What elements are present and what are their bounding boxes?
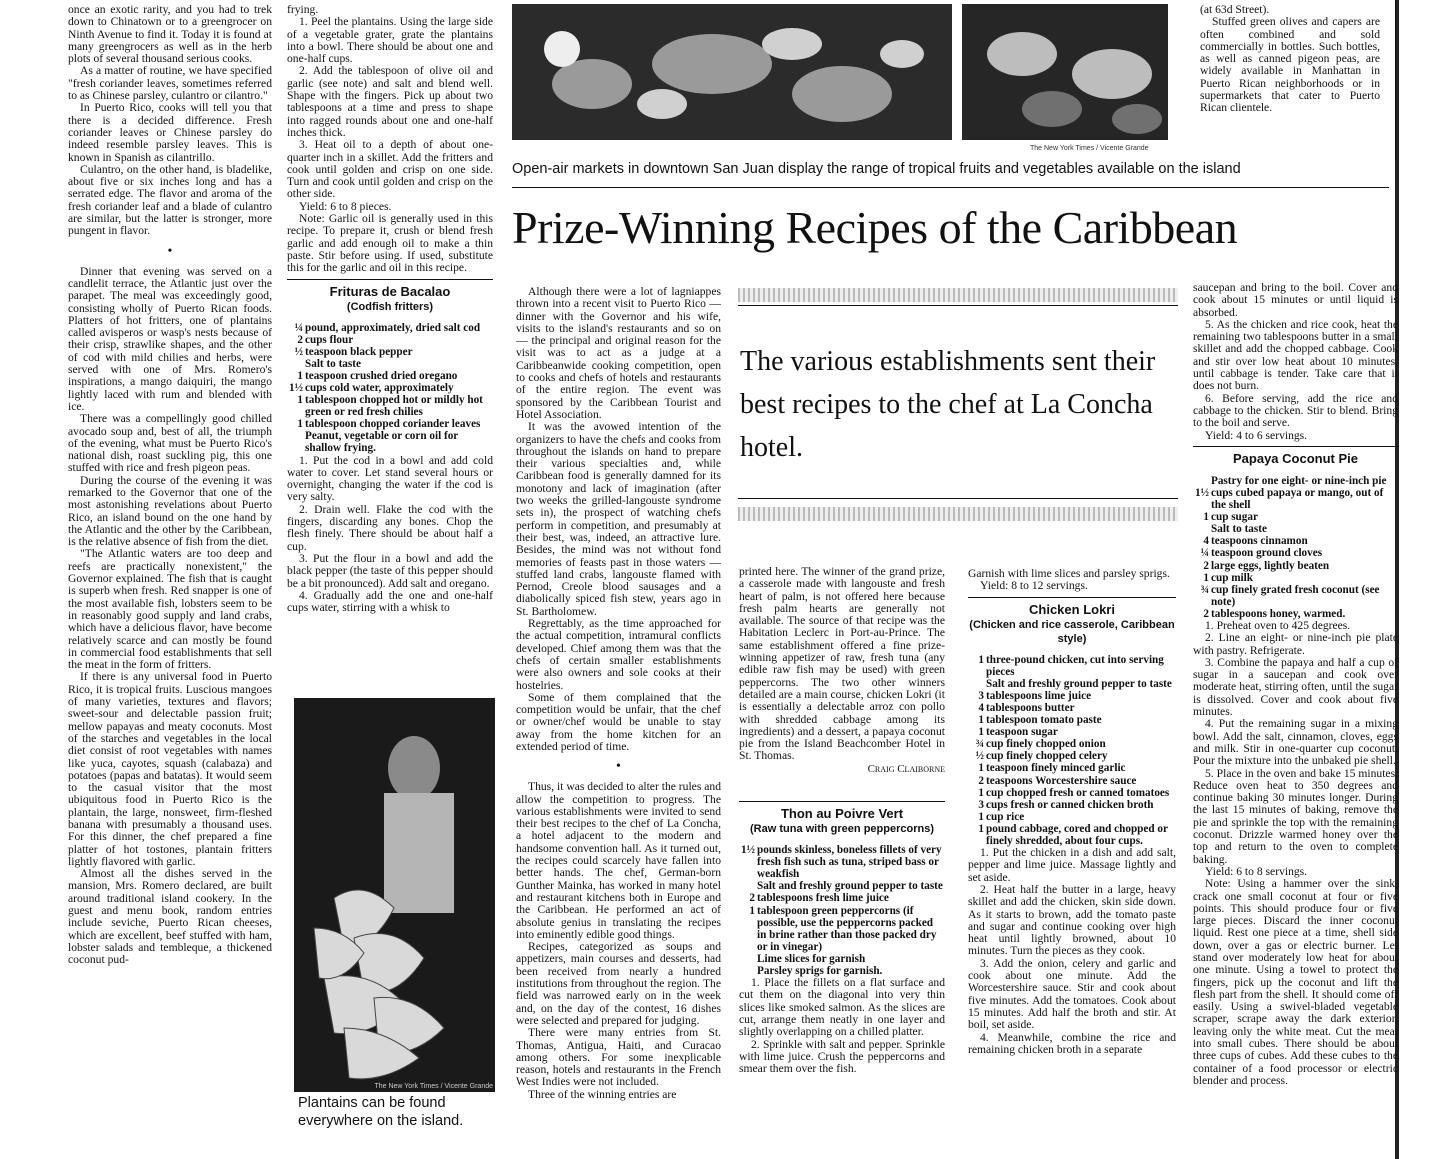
plantain-photo — [294, 698, 495, 1092]
box-right-border — [1395, 0, 1396, 160]
ingredient-qty: ¾ — [1200, 583, 1209, 596]
recipe-step: 1. Preheat oven to 425 degrees. — [1205, 618, 1351, 632]
ingredient-item — [287, 370, 493, 382]
ingredient-text: pound cabbage, cored and chopped or finely shredded, about four cups. — [986, 822, 1168, 847]
paragraph: It was the avowed intention of the organizers to have the chefs and cooks from throughout the islands on hand to prepare their various specialties and, while Caribbean food is generally damned for its monotony and lack of imagination (after two weeks the grilled-langouste syndrome sets in), the prospect of watching chefs perform in competition, and presumably at their best, was, indeed, an attractive lure. Besides, the mind was not without fond memories of feasts past in those waters — stuffed land crabs, langouste flamed with Pernod, Creole blood sausages and a diabolically spiced fish stew, years ago in St. Bartholomew. — [516, 420, 721, 618]
ingredient-text: cup finely chopped onion — [986, 738, 1106, 751]
paragraph: 1. Peel the plantains. Using the large side of a vegetable grater, grate the plantains into a bowl. There should be about one and one-half cups. — [287, 15, 493, 66]
ingredient-text: tablespoons fresh lime juice — [757, 892, 889, 905]
recipe-step: 1. Put the cod in a bowl and add cold water to cover. Let stand several hours or overnight, changing the water if the cod is very salty. — [287, 453, 493, 504]
paragraph: Yield: 4 to 6 servings. — [1205, 428, 1308, 442]
paragraph: saucepan and bring to the boil. Cover and cook about 15 minutes or until liquid is absorbed. — [1193, 282, 1398, 319]
ingredient-qty: ¼ — [1200, 547, 1209, 560]
paragraph: 5. As the chicken and rice cook, heat the remaining two tablespoons butter in a small skillet and add the chopped cabbage. Cook and stir over low heat about 10 minutes, until cabbage is tender. Take care that it does not burn. — [1193, 317, 1398, 393]
ingredient-qty: 1 — [1203, 511, 1209, 524]
paragraph: (at 63d Street). — [1200, 4, 1270, 16]
ingredient-item — [968, 750, 1176, 762]
ingredient-item — [1193, 560, 1398, 572]
ingredient-text: teaspoon sugar — [986, 726, 1058, 739]
ingredient-list — [1193, 475, 1398, 620]
recipe-rule — [287, 279, 493, 280]
recipe-step: 3. Put the flour in a bowl and add the black pepper (the taste of this pepper should be a bit pronounced). Add salt and oregano. — [287, 551, 493, 590]
recipe-step: 5. Place in the oven and bake 15 minutes. Reduce oven heat to 350 degrees and continue baking 30 minutes longer. During the last 15 minutes of baking, remove the pie and sprinkle the top with the remaining coconut. Drizzle warmed honey over the top and return to the oven to complete baking. — [1193, 766, 1398, 866]
ingredient-item — [968, 690, 1176, 702]
recipe-title: Frituras de Bacalao — [329, 283, 451, 299]
ingredient-qty: 2 — [978, 774, 984, 787]
recipe-rule — [739, 801, 945, 802]
paragraph: 2. Add the tablespoon of olive oil and garlic (see note) and salt and blend well. Shape with the fingers. Pick up about two tablespoons at a time and press to shape into ragged rounds about one and one-half inches thick. — [287, 64, 493, 139]
recipe-step: 2. Sprinkle with salt and pepper. Sprinkle with lime juice. Crush the peppercorns and smear them over the fish. — [739, 1037, 945, 1076]
ingredient-text: tablespoons honey, warmed. — [1211, 607, 1346, 620]
rule-pullquote-top — [738, 305, 1178, 306]
ingredient-qty: 1 — [978, 822, 984, 835]
paragraph: "The Atlantic waters are too deep and reefs are practically nonexistent," the Governor explained. The fish that is caught is superb when fresh. Red snapper is one of the most available fish, lobsters seem to be in reasonably good supply and land crabs, which have a delicious flavor, have become relatively scarce and can mostly be found in commercial food establishments that sell the meat in the form of fritters. — [68, 547, 272, 672]
recipe-step: 2. Line an eight- or nine-inch pie plate with pastry. Refrigerate. — [1193, 631, 1398, 657]
plantain-photo-credit: The New York Times / Vicente Grande — [374, 1083, 493, 1090]
texture-band-bottom — [738, 507, 1178, 521]
ingredient-text: teaspoons cinnamon — [1211, 535, 1308, 548]
ingredient-item — [1193, 584, 1398, 608]
ingredient-text: cups flour — [305, 333, 354, 346]
ingredient-item — [739, 905, 945, 953]
ingredient-qty: 1 — [978, 726, 984, 739]
paragraph: Thus, it was decided to alter the rules and allow the competition to progress. The various establishments were invited to send their best recipes to the chef of La Concha, a hotel adjacent to the modern and handsome convention hall. As it turned out, the recipes could scarcely have fallen into better hands. The chef, German-born Gunther Mainka, has worked in many hotel and restaurant kitchens both in Europe and the Caribbean. He performed an act of absolute genius in translating the recipes into eminently edible good things. — [516, 780, 721, 941]
ingredient-item — [287, 334, 493, 346]
ingredient-list — [287, 322, 493, 455]
ingredient-qty: 1 — [978, 714, 984, 727]
paragraph: Although there were a lot of lagniappes thrown into a recent visit to Puerto Rico — dinner with the Governor and his wife, visits to the island's restaurants and so on — the principal and original reason for the visit was to act as a judge at a Caribbeanwide cooking competition, open to cooks and chefs of hotels and restaurants of the entire region. The event was sponsored by the Caribbean Tourist and Hotel Association. — [516, 286, 721, 421]
ingredient-item — [287, 346, 493, 358]
ingredient-qty: 1 — [1203, 571, 1209, 584]
paragraph: Stuffed green olives and capers are often combined and sold commercially in bottles. Such bottles, as well as canned pigeon peas, are widely available in Manhattan in Puerto Rican neighborhoods or in supermarkets that cater to Puerto Rican clientele. — [1200, 15, 1380, 115]
olives-note — [1200, 4, 1380, 124]
ingredient-item — [739, 953, 945, 965]
market-photo-credit: The New York Times / Vicente Grande — [1030, 145, 1149, 152]
paragraph: Note: Garlic oil is generally used in this recipe. To prepare it, crush or blend fresh garlic and add enough oil to make a thin paste. Stir before using. If used, substitute this for the garlic and oil in this recipe. — [287, 212, 493, 275]
ingredient-text: cup sugar — [1211, 511, 1258, 524]
ingredient-text: tablespoons butter — [986, 701, 1075, 714]
ingredient-qty: 2 — [1203, 607, 1209, 620]
market-photo-caption: Open-air markets in downtown San Juan display the range of tropical fruits and vegetables available on the island — [512, 161, 1241, 177]
ingredient-text: Salt and freshly ground pepper to taste — [757, 880, 943, 893]
ingredient-item — [968, 738, 1176, 750]
paragraph: As a matter of routine, we have specified "fresh coriander leaves, sometimes referred to as Chinese parsley, culantro or cilantro." — [68, 64, 272, 103]
ingredient-qty: 1 — [978, 810, 984, 823]
recipe-step: 3. Add the onion, celery and garlic and cook about one minute. Add the Worcestershire sauce. Stir and cook about five minutes. Add the tomatoes. Cook about 15 minutes. Add half the broth and stir. At boil, set aside. — [968, 956, 1176, 1032]
ingredient-qty: 2 — [749, 892, 755, 905]
ingredient-qty: 3 — [978, 798, 984, 811]
paragraph: frying. — [287, 4, 319, 16]
ingredient-text: teaspoon ground cloves — [1211, 547, 1323, 560]
paragraph: 6. Before serving, add the rice and cabbage to the chicken. Stir to blend. Bring to the boil and serve. — [1193, 391, 1398, 430]
plantain-photo-caption: Plantains can be found everywhere on the island. — [298, 1095, 464, 1129]
ingredient-text: cup chopped fresh or canned tomatoes — [986, 786, 1170, 799]
article-column-4 — [739, 566, 945, 1151]
ingredient-qty: 4 — [1203, 535, 1209, 548]
recipe-step: 2. Drain well. Flake the cod with the fingers, discarding any bones. Chop the flesh finely. There should be about half a cup. — [287, 502, 493, 553]
recipe-step: 1. Put the chicken in a dish and add salt, pepper and lime juice. Massage lightly and set aside. — [968, 846, 1176, 884]
headline: Prize-Winning Recipes of the Caribbean — [512, 202, 1238, 253]
ingredient-qty: 1 — [749, 904, 755, 917]
ingredient-text: tablespoon tomato paste — [986, 714, 1102, 727]
ingredient-text: cup finely chopped celery — [986, 750, 1108, 763]
ingredient-qty: 1 — [978, 653, 984, 666]
paragraph: During the course of the evening it was remarked to the Governor that one of the most astonishing revelations about Puerto Rico, an island bound on the one hand by the Atlantic and the other by the Caribbean, is the relative absence of fish from the diet. — [68, 473, 272, 549]
rule-above-headline — [512, 187, 1389, 188]
market-photo-right — [962, 4, 1168, 140]
ingredient-text: tablespoon chopped hot or mildly hot green or red fresh chilies — [305, 394, 483, 419]
ingredient-item — [1193, 608, 1398, 620]
ingredient-item — [1193, 547, 1398, 559]
ingredient-item — [287, 382, 493, 394]
ingredient-qty: ½ — [975, 750, 984, 763]
ingredient-item — [287, 430, 493, 454]
paragraph: Almost all the dishes served in the mansion, Mrs. Romero declared, are built around traditional island cookery. In the guest and menu book, random entries include seviche, Puerto Rican cheeses, which are excellent, beef stuffed with ham, lobster salads and tembleque, a thickened coconut pud- — [68, 867, 272, 967]
ingredient-item — [1193, 475, 1398, 487]
paragraph: In Puerto Rico, cooks will tell you that there is a decided difference. Fresh coriander leaves or Chinese parsley do indeed resemble parsley leaves. This is known in Spanish as cilantrillo. — [68, 101, 272, 164]
recipe-step: 1. Place the fillets on a flat surface and cut them on the diagonal into very thin slices like smoked salmon. As the slices are cut, arrange them neatly in one layer and slightly overlapping on a chilled platter. — [739, 976, 945, 1039]
ingredient-text: large eggs, lightly beaten — [1211, 559, 1330, 572]
ingredient-item — [739, 965, 945, 977]
paragraph: Garnish with lime slices and parsley sprigs. — [968, 568, 1170, 580]
article-column-5 — [968, 568, 1176, 1151]
ingredient-item — [968, 787, 1176, 799]
article-column-2 — [287, 4, 493, 694]
recipe-step: 4. Gradually add the one and one-half cups water, stirring with a whisk to — [287, 588, 493, 615]
ingredient-item — [968, 811, 1176, 823]
ingredient-text: tablespoon chopped coriander leaves — [305, 418, 481, 431]
ingredient-text: teaspoon finely minced garlic — [986, 762, 1126, 775]
ingredient-item — [739, 892, 945, 904]
ingredient-qty: 4 — [978, 701, 984, 714]
ingredient-item — [968, 714, 1176, 726]
ingredient-text: pound, approximately, dried salt cod — [305, 321, 481, 334]
ingredient-text: three-pound chicken, cut into serving pieces — [986, 653, 1164, 678]
section-dot: • — [616, 759, 621, 775]
recipe-title: Thon au Poivre Vert — [780, 806, 904, 822]
ingredient-item — [1193, 511, 1398, 523]
recipe-step: 3. Combine the papaya and half a cup of sugar in a saucepan and cook over moderate heat, stirring often, until the sugar is dissolved. Cover and cook about five minutes. — [1193, 655, 1398, 719]
ingredient-qty: 2 — [1203, 559, 1209, 572]
recipe-subtitle: (Chicken and rice casserole, Caribbean style) — [969, 618, 1175, 645]
recipe-rule — [1193, 446, 1398, 447]
ingredient-qty: 2 — [297, 333, 303, 346]
recipe-step: 4. Meanwhile, combine the rice and remaining chicken broth in a separate — [968, 1030, 1176, 1056]
paragraph: There was a compellingly good chilled avocado soup and, best of all, the triumph of the evening, what must be Puerto Rico's national dish, roast suckling pig, this one stuffed with rice and fresh pigeon peas. — [68, 412, 272, 475]
ingredient-text: tablespoons lime juice — [986, 689, 1092, 702]
rule-pullquote-bottom — [738, 498, 1178, 499]
ingredient-item — [968, 823, 1176, 847]
ingredient-item — [968, 678, 1176, 690]
ingredient-text: teaspoons Worcestershire sauce — [986, 774, 1137, 787]
paragraph: Recipes, categorized as soups and appetizers, main courses and desserts, had been received from nearly a hundred institutions from throughout the region. The field was narrowed early on in the week and, on the day of the contest, 16 dishes were selected and prepared for judging. — [516, 940, 721, 1027]
ingredient-item — [739, 844, 945, 880]
ingredient-item — [287, 418, 493, 430]
paragraph: Dinner that evening was served on a candlelit terrace, the Atlantic just over the parapet. The meal was exceedingly good, consisting wholly of Puerto Rican foods. Platters of hot fritters, one of plantains called avisperos or wasp's nests because of their crisp, strawlike shapes, and the other of cod with mild chilies and herbs, were served with one of Mrs. Romero's inspirations, a mango daiquiri, the mango lightly laced with rum and blended with ice. — [68, 264, 272, 413]
paragraph: There were many entries from St. Thomas, Antigua, Haiti, and Curacao among others. For some inexplicable reason, hotels and restaurants in the French West Indies were not included. — [516, 1026, 721, 1089]
market-photo-left — [512, 4, 952, 140]
ingredient-text: Pastry for one eight- or nine-inch pie — [1211, 474, 1387, 487]
byline: Craig Claiborne — [867, 762, 945, 775]
ingredient-item — [739, 880, 945, 892]
ingredient-item — [287, 358, 493, 370]
ingredient-text: tablespoon green peppercorns (if possible, use the peppercorns packed in brine rather than those packed dry or in vinegar) — [757, 904, 937, 953]
recipe-step: 4. Put the remaining sugar in a mixing bowl. Add the salt, cinnamon, cloves, eggs and milk. Stir in one-quarter cup coconut. Pour the mixture into the unbaked pie shell. — [1193, 717, 1398, 768]
ingredient-item — [968, 799, 1176, 811]
ingredient-qty: 1 — [978, 762, 984, 775]
ingredient-item — [968, 762, 1176, 774]
ingredient-qty: ¼ — [294, 321, 303, 334]
ingredient-text: Peanut, vegetable or corn oil for shallow frying. — [305, 430, 459, 455]
pull-quote: The various establishments sent their best recipes to the chef at La Concha hotel. — [740, 346, 1156, 463]
ingredient-text: Salt to taste — [305, 357, 361, 370]
ingredient-qty: ½ — [294, 345, 303, 358]
recipe-step: Note: Using a hammer over the sink, crack one small coconut at four or five points. This should produce four or five large pieces. Discard the inner coconut liquid. Rest one piece at a time, shell side down, over a gas or electric burner. Let stand over moderately low heat for about one minute. Using a towel to protect the fingers, pick up the coconut and lift the flesh part from the shell. It should come off easily. Using a swivel-bladed vegetable scraper, scrape away the dark exterior, leaving only the white meat. Cut the meat into small cubes. There should be about three cups of cubes. Add these cubes to the container of a food processor or electric blender and process. — [1193, 877, 1398, 1087]
paragraph: 3. Heat oil to a depth of about one-quarter inch in a skillet. Add the fritters and cook until golden and crisp on one side. Turn and cook until golden and crisp on the other side. — [287, 138, 493, 201]
ingredient-qty: 1 — [297, 418, 303, 431]
recipe-subtitle: (Codfish fritters) — [346, 300, 434, 313]
paragraph: Three of the winning entries are — [528, 1087, 677, 1101]
section-dot: • — [167, 243, 173, 259]
plantain-photo-image — [294, 698, 495, 1092]
ingredient-text: Parsley sprigs for garnish. — [757, 964, 883, 977]
ingredient-text: cups fresh or canned chicken broth — [986, 798, 1154, 811]
ingredient-item — [1193, 572, 1398, 584]
recipe-step: Yield: 6 to 8 servings. — [1205, 864, 1308, 878]
recipe-title: Chicken Lokri — [1029, 601, 1115, 617]
ingredient-item — [287, 394, 493, 418]
ingredient-item — [968, 775, 1176, 787]
ingredient-item — [1193, 487, 1398, 511]
article-column-1 — [68, 4, 272, 1154]
ingredient-text: cup milk — [1211, 571, 1253, 584]
recipe-subtitle: (Raw tuna with green peppercorns) — [750, 823, 934, 836]
ingredient-text: cups cold water, approximately — [305, 382, 454, 394]
paragraph: Yield: 6 to 8 pieces. — [299, 199, 392, 213]
paragraph: Some of them complained that the competition would be unfair, that the chef or owner/chef would be unable to stay away from the home kitchen for an extended period of time. — [516, 690, 721, 753]
ingredient-list — [968, 654, 1176, 848]
recipe-rule — [968, 597, 1176, 598]
ingredient-text: cup rice — [986, 810, 1025, 823]
paragraph: Regrettably, as the time approached for the actual competition, intramural conflicts developed. Chief among them was that the chefs of certain smaller establishments were also owners and sole cooks at their hostelries. — [516, 617, 721, 692]
ingredient-text: pounds skinless, boneless fillets of very fresh fish such as tuna, striped bass or weakfish — [757, 844, 942, 881]
ingredient-qty: 1 — [297, 369, 303, 382]
ingredient-text: cups cubed papaya or mango, out of the shell — [1211, 486, 1384, 512]
ingredient-item — [287, 322, 493, 334]
ingredient-qty: 1½ — [289, 382, 303, 394]
ingredient-text: Lime slices for garnish — [757, 952, 866, 965]
ingredient-qty: 1 — [297, 394, 303, 407]
paragraph: printed here. The winner of the grand prize, a casserole made with langouste and fresh heart of palm, is not offered here because fresh palm hearts are generally not available. The source of that recipe was the Habitation Leclerc in Port-au-Prince. The same establishment offered a fine prize-winning appetizer of raw, fresh tuna (any edible raw fish may be used) with green peppercorns. The two other winners detailed are a main course, chicken Lokri (it is essentially a delectable arroz con pollo with shredded cabbage among its ingredients) and a dessert, a papaya coconut pie from the Island Beachcomber Hotel in St. Thomas. — [739, 566, 945, 763]
paragraph: Culantro, on the other hand, is bladelike, about five or six inches long and has a serrated edge. The flavor and aroma of the fresh coriander leaf and a blade of culantro are similar, but the latter is stronger, more pungent in flavor. — [68, 162, 272, 238]
ingredient-item — [968, 726, 1176, 738]
texture-band-top — [738, 288, 1178, 302]
paragraph: If there is any universal food in Puerto Rico, it is tropical fruits. Luscious mangoes of many varieties, textures and flavors; sweet-sour and delectable passion fruit; mellow papayas and meaty coconuts. Most of the starches and vegetables in the local diet consist of root vegetables with names like yuca, cayotes, squash (calabaza) and potatoes (papas and batatas). It would seem to the casual visitor that the most ubiquitous food in Puerto Rico is the plantain, the large, nonsweet, firm-fleshed banana with presumably a thousand uses. For this dinner, the chef prepared a fine platter of hot tostones, plantain fritters lightly flavored with garlic. — [68, 670, 272, 868]
ingredient-text: cup finely grated fresh coconut (see note) — [1211, 583, 1380, 608]
ingredient-list — [739, 844, 945, 977]
ingredient-text: Salt and freshly ground pepper to taste — [986, 677, 1172, 690]
article-column-3 — [516, 286, 721, 1146]
ingredient-text: teaspoon crushed dried oregano — [305, 369, 458, 382]
ingredient-qty: 1 — [978, 786, 984, 799]
ingredient-item — [968, 654, 1176, 678]
ingredient-qty: 3 — [978, 689, 984, 702]
ingredient-qty: 1½ — [741, 844, 755, 857]
ingredient-item — [968, 702, 1176, 714]
paragraph: once an exotic rarity, and you had to trek down to Chinatown or to a greengrocer on Ninth Avenue to find it. Today it is found at many greengrocers as well as in the herb plots of several thousand serious cooks. — [68, 4, 272, 66]
ingredient-item — [1193, 523, 1398, 535]
paragraph: Yield: 8 to 12 servings. — [980, 579, 1088, 593]
ingredient-qty: ¾ — [975, 738, 984, 751]
recipe-step: 2. Heat half the butter in a large, heavy skillet and add the chicken, skin side down. As it starts to brown, add the tomato paste and sugar and continue cooking over high heat until lightly browned, about 10 minutes. Turn the pieces as they cook. — [968, 882, 1176, 958]
recipe-title: Papaya Coconut Pie — [1233, 450, 1358, 466]
article-column-6 — [1193, 282, 1398, 1152]
ingredient-qty: 1½ — [1195, 486, 1209, 499]
ingredient-item — [1193, 535, 1398, 547]
ingredient-text: teaspoon black pepper — [305, 345, 413, 358]
ingredient-text: Salt to taste — [1211, 523, 1267, 536]
